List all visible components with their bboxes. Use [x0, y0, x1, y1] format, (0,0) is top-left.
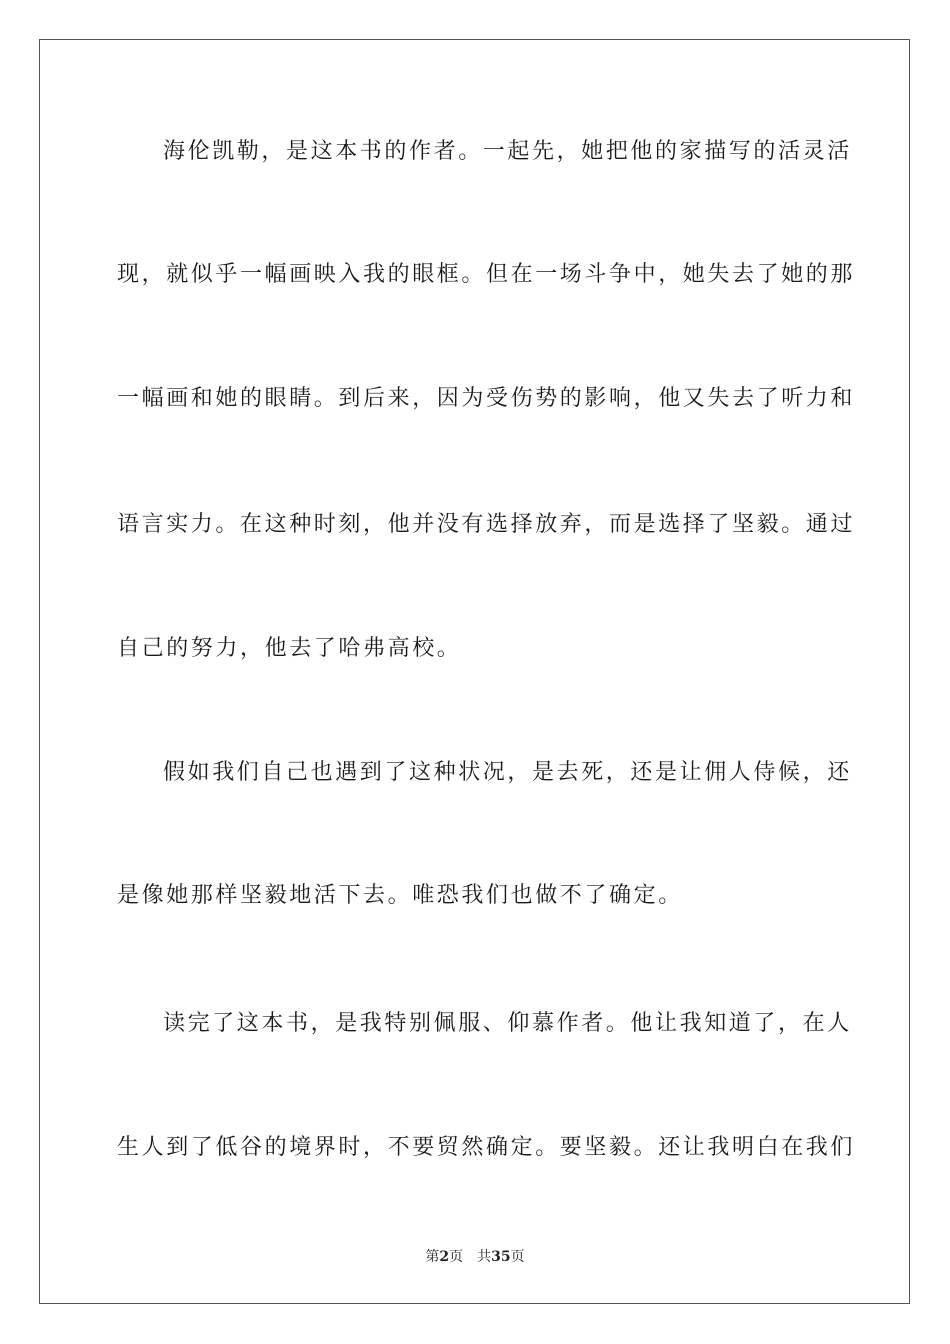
total-prefix: 共: [477, 1249, 492, 1265]
total-pages: 35: [491, 1249, 511, 1265]
text-line-1: 海伦凯勒，是这本书的作者。一起先，她把他的家描写的活灵活: [163, 139, 852, 164]
total-suffix: 页: [510, 1249, 525, 1265]
page-footer: [0, 1248, 950, 1266]
text-line-6: 假如我们自己也遇到了这种状况，是去死，还是让佣人侍候，还: [163, 760, 852, 785]
text-line-3: 一幅画和她的眼睛。到后来，因为受伤势的影响，他又失去了听力和: [117, 386, 856, 411]
page-number: 2: [439, 1249, 450, 1265]
text-line-5: 自己的努力，他去了哈弗高校。: [117, 636, 462, 661]
text-line-2: 现，就似乎一幅画映入我的眼框。但在一场斗争中，她失去了她的那: [117, 262, 856, 287]
page-suffix: 页: [449, 1249, 464, 1265]
text-line-4: 语言实力。在这种时刻，他并没有选择放弃，而是选择了坚毅。通过: [117, 512, 856, 537]
page-prefix: 第: [425, 1249, 440, 1265]
page-border: [39, 39, 910, 1304]
text-line-9: 生人到了低谷的境界时，不要贸然确定。要坚毅。还让我明白在我们: [117, 1135, 856, 1160]
text-line-7: 是像她那样坚毅地活下去。唯恐我们也做不了确定。: [117, 883, 683, 908]
text-line-8: 读完了这本书，是我特别佩服、仰慕作者。他让我知道了，在人: [163, 1011, 852, 1036]
